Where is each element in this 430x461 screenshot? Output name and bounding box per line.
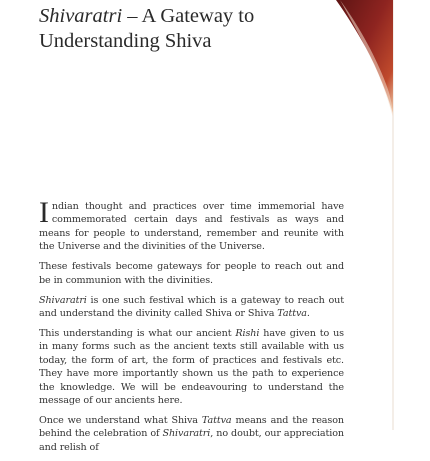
paragraph-intro-text: ndian thought and practices over time immemorial have commemorated certain days and festivals as ways and means for people to understand, remember and reunite with the Universe and the divinities of the Universe. — [39, 201, 344, 253]
paragraph-gateways — [39, 260, 344, 287]
term-shivaratri: Shivaratri — [39, 294, 87, 306]
paragraph-understanding-text-a: This understanding is what our ancient — [39, 328, 236, 340]
paragraph-shivaratri-text-a: is one such festival which is a gateway to reach out and understand the divinity called Shiva or Shiva — [39, 294, 344, 320]
drop-cap: I — [39, 196, 49, 229]
term-tattva-2: Tattva — [201, 415, 232, 427]
article-body — [39, 196, 344, 461]
title-emphasis: Shivaratri — [39, 5, 123, 27]
paragraph-shivaratri — [39, 294, 344, 321]
title-line1-rest: – A Gateway to — [122, 5, 255, 27]
paragraph-gateways-text: These festivals become gateways for people to reach out and be in communion with the divinities. — [39, 261, 344, 286]
paragraph-shivaratri-text-b: . — [306, 308, 310, 320]
paragraph-understanding-text-b: have given to us in many forms such as the ancient texts still available with us today, the form of art, the form of practices and festivals etc. They have more importantly shown us the path to experience the knowledge. We will be endeavouring to understand the message of our ancients here. — [39, 328, 344, 407]
paragraph-tattva-text-b: means and the reason behind the celebration of — [39, 415, 344, 440]
paragraph-tattva-text-c: , no doubt, our appreciation and relish of — [39, 428, 344, 453]
term-shivaratri-2: Shivaratri — [162, 428, 211, 440]
paragraph-intro — [39, 196, 344, 254]
paragraph-tattva-text-a: Once we understand what Shiva — [39, 415, 202, 427]
page-title — [39, 4, 339, 54]
term-rishi: Rishi — [235, 328, 260, 340]
paragraph-understanding — [39, 327, 344, 407]
term-tattva: Tattva — [277, 308, 307, 320]
paragraph-tattva — [39, 414, 344, 454]
title-line2: Understanding Shiva — [39, 30, 212, 52]
